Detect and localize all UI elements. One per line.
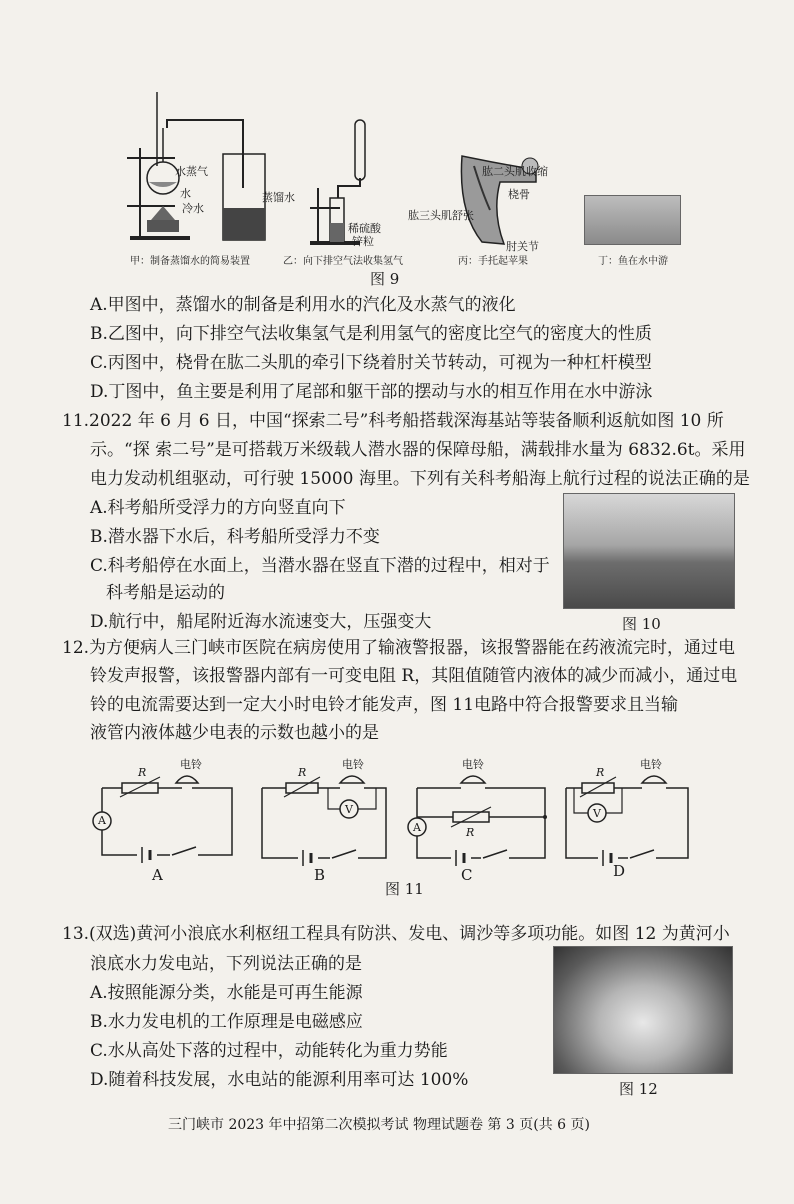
label-water: 水 — [180, 187, 191, 200]
label-zinc: 锌粒 — [352, 235, 374, 248]
dam-photo — [553, 946, 733, 1074]
q13-stem-line-2: 浪底水力发电站，下列说法正确的是 — [90, 954, 362, 974]
q13-stem-line-1: 13.(双选)黄河小浪底水利枢纽工程具有防洪、发电、调沙等多项功能。如图 12 为黄河小 — [62, 924, 730, 944]
circuit-c-bell-label: 电铃 — [462, 758, 484, 771]
label-steam: 水蒸气 — [175, 165, 208, 178]
q11-stem-line-3: 电力发动机组驱动，可行驶 15000 海里。下列有关科考船海上航行过程的说法正确的是 — [90, 469, 750, 489]
q11-option-d: D.航行中，船尾附近海水流速变大，压强变大 — [90, 612, 432, 632]
label-radius: 桡骨 — [508, 188, 530, 201]
label-triceps: 肱三头肌舒张 — [408, 209, 474, 222]
circuit-d — [562, 773, 697, 868]
figure-11-caption: 图 11 — [385, 880, 424, 898]
circuit-a-r-label: R — [138, 766, 147, 779]
figure-10-caption: 图 10 — [622, 615, 661, 633]
label-acid: 稀硫酸 — [348, 222, 381, 235]
q13-option-d: D.随着科技发展，水电站的能源利用率可达 100% — [90, 1070, 469, 1090]
fish-photo — [584, 195, 681, 245]
circuit-a — [92, 773, 242, 863]
q11-stem-line-2: 示。“探 索二号”是可搭载万米级载人潜水器的保障母船，满载排水量为 6832.6t。采用 — [90, 440, 746, 460]
q12-stem-line-2: 铃发声报警，该报警器内部有一可变电阻 R，其阻值随管内液体的减少而减小，通过电 — [90, 666, 738, 686]
circuit-b-bell-label: 电铃 — [342, 758, 364, 771]
circuit-a-bell-label: 电铃 — [180, 758, 202, 771]
circuit-c — [405, 773, 555, 868]
page-footer: 三门峡市 2023 年中招第二次模拟考试 物理试题卷 第 3 页(共 6 页) — [168, 1117, 590, 1133]
circuit-d-voltmeter: V — [593, 807, 601, 820]
q13-option-c: C.水从高处下落的过程中，动能转化为重力势能 — [90, 1041, 448, 1061]
circuit-d-r-label: R — [596, 766, 605, 779]
circuit-b-voltmeter: V — [345, 803, 353, 816]
q10-option-a: A.甲图中，蒸馏水的制备是利用水的汽化及水蒸气的液化 — [90, 295, 516, 315]
q12-stem-line-3: 铃的电流需要达到一定大小时电铃才能发声，图 11电路中符合报警要求且当输 — [90, 695, 679, 715]
circuit-b — [258, 773, 398, 868]
label-cold-water-text: 冷水 — [182, 202, 204, 215]
q12-stem-line-4: 液管内液体越少电表的示数也越小的是 — [90, 723, 379, 743]
circuit-a-ammeter: A — [98, 814, 106, 827]
q13-option-b: B.水力发电机的工作原理是电磁感应 — [90, 1012, 363, 1032]
subcaption-d: 丁：鱼在水中游 — [598, 256, 668, 267]
subcaption-c: 丙：手托起苹果 — [458, 256, 528, 267]
figure-9-caption: 图 9 — [370, 270, 400, 288]
q11-option-a: A.科考船所受浮力的方向竖直向下 — [90, 498, 346, 518]
label-distilled-water: 蒸馏水 — [262, 191, 295, 204]
circuit-d-bell-label: 电铃 — [640, 758, 662, 771]
q11-option-b: B.潜水器下水后，科考船所受浮力不变 — [90, 527, 380, 547]
q11-option-c-cont: 科考船是运动的 — [106, 583, 225, 603]
circuit-b-r-label: R — [298, 766, 307, 779]
q10-option-c: C.丙图中，桡骨在肱二头肌的牵引下绕着肘关节转动，可视为一种杠杆模型 — [90, 353, 652, 373]
circuit-b-label: B — [314, 866, 326, 884]
circuit-c-label: C — [461, 866, 473, 884]
circuit-d-label: D — [613, 862, 626, 880]
q11-stem-line-1: 11.2022 年 6 月 6 日，中国“探索二号”科考船搭载深海基站等装备顺利返航如图 10 所 — [62, 411, 724, 431]
q13-option-a: A.按照能源分类，水能是可再生能源 — [90, 983, 363, 1003]
q10-option-b: B.乙图中，向下排空气法收集氢气是利用氢气的密度比空气的密度大的性质 — [90, 324, 652, 344]
subcaption-b: 乙：向下排空气法收集氢气 — [283, 256, 403, 267]
q10-option-d: D.丁图中，鱼主要是利用了尾部和躯干部的摆动与水的相互作用在水中游泳 — [90, 382, 653, 402]
q11-option-c: C.科考船停在水面上，当潜水器在竖直下潜的过程中，相对于 — [90, 556, 550, 576]
label-elbow: 肘关节 — [506, 240, 539, 253]
figure-12-caption: 图 12 — [619, 1080, 658, 1098]
label-biceps: 肱二头肌收缩 — [482, 165, 548, 178]
subcaption-a: 甲：制备蒸馏水的简易装置 — [130, 256, 250, 267]
ship-photo — [563, 493, 735, 609]
circuit-c-ammeter: A — [413, 821, 421, 834]
circuit-a-label: A — [152, 866, 163, 884]
q12-stem-line-1: 12.为方便病人三门峡市医院在病房使用了输液警报器，该报警器能在药液流完时，通过电 — [62, 638, 736, 658]
circuit-c-r-label: R — [466, 826, 475, 839]
